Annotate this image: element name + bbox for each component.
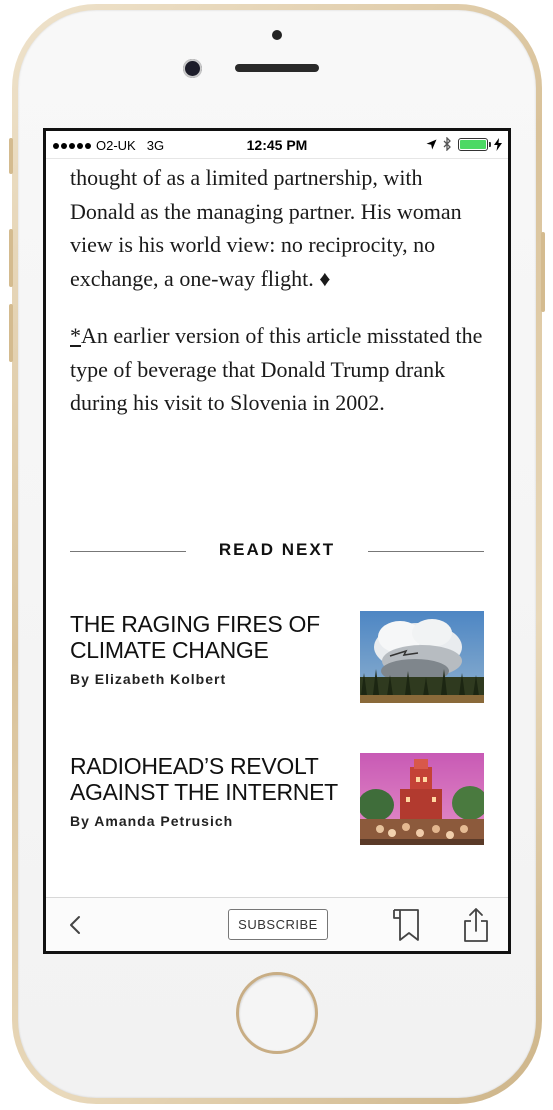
read-next-story-1[interactable] bbox=[70, 611, 484, 705]
correction-marker-link[interactable]: * bbox=[70, 323, 81, 348]
bottom-toolbar bbox=[46, 897, 508, 951]
story-thumbnail-wildfire[interactable] bbox=[360, 611, 484, 703]
story-title[interactable]: RADIOHEAD’S REVOLT AGAINST THE INTERNET bbox=[70, 753, 338, 805]
article-text bbox=[70, 161, 488, 420]
subscribe-button[interactable]: SUBSCRIBE bbox=[228, 909, 328, 940]
status-bar bbox=[46, 131, 508, 159]
proximity-sensor bbox=[272, 30, 282, 40]
network-type: 3G bbox=[146, 138, 165, 153]
share-icon[interactable] bbox=[462, 907, 490, 943]
location-arrow-icon bbox=[426, 139, 437, 150]
article-paragraph: thought of as a limited partnership, with Donald as the managing partner. His woman view is his world view: no reciprocity, no exchange, a one-way flight. ♦ bbox=[70, 165, 462, 291]
status-icons bbox=[426, 137, 502, 151]
bookmark-icon[interactable] bbox=[391, 908, 421, 942]
status-time: 12:45 PM bbox=[246, 137, 308, 153]
volume-up-button bbox=[9, 229, 13, 287]
battery-icon bbox=[458, 138, 488, 151]
carrier-name: O2-UK bbox=[96, 138, 136, 153]
charging-icon bbox=[494, 138, 502, 151]
correction-text: An earlier version of this article misstated the type of beverage that Donald Trump drank during his visit to Slovenia in 2002. bbox=[70, 323, 483, 415]
divider-right bbox=[368, 551, 484, 552]
read-next-header bbox=[70, 537, 484, 567]
story-byline: By Elizabeth Kolbert bbox=[70, 671, 227, 687]
story-title[interactable]: THE RAGING FIRES OF CLIMATE CHANGE bbox=[70, 611, 320, 663]
battery-fill bbox=[460, 140, 486, 149]
volume-down-button bbox=[9, 304, 13, 362]
read-next-label: READ NEXT bbox=[218, 540, 336, 559]
mute-switch bbox=[9, 138, 13, 174]
article-body bbox=[70, 161, 488, 420]
home-button[interactable] bbox=[236, 972, 318, 1054]
story-thumbnail-radiohead[interactable] bbox=[360, 753, 484, 845]
earpiece-speaker bbox=[235, 64, 319, 72]
story-byline: By Amanda Petrusich bbox=[70, 813, 234, 829]
back-chevron-icon[interactable] bbox=[64, 910, 88, 940]
bluetooth-icon bbox=[443, 137, 452, 151]
read-next-story-2[interactable] bbox=[70, 753, 484, 847]
front-camera bbox=[183, 59, 202, 78]
correction-note bbox=[70, 319, 488, 420]
power-button bbox=[541, 232, 545, 312]
phone-screen bbox=[43, 128, 511, 954]
